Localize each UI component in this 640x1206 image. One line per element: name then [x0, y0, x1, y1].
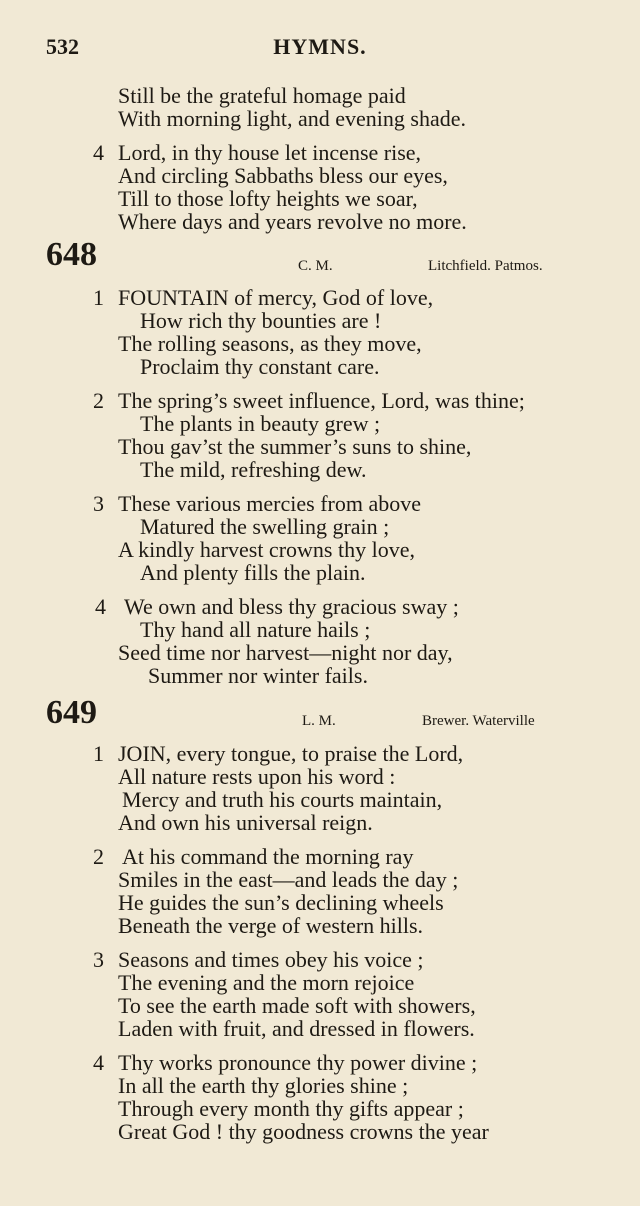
verse-line: All nature rests upon his word :: [118, 764, 396, 789]
verse-line: How rich thy bounties are !: [140, 308, 382, 333]
verse-line: Summer nor winter fails.: [148, 663, 368, 688]
verse-line: And circling Sabbaths bless our eyes,: [118, 163, 448, 188]
verse-line: Seed time nor harvest—night nor day,: [118, 640, 453, 665]
verse-line: Proclaim thy constant care.: [140, 354, 380, 379]
stanza-number: 4: [93, 1050, 104, 1075]
hymn-number: 649: [46, 694, 97, 731]
verse-line: In all the earth thy glories shine ;: [118, 1073, 409, 1098]
verse-line: Through every month thy gifts appear ;: [118, 1096, 464, 1121]
hymn-meter: L. M.: [302, 713, 336, 729]
stanza-number: 4: [95, 594, 106, 619]
stanza-number: 4: [93, 140, 104, 165]
verse-line: Thy hand all nature hails ;: [140, 617, 371, 642]
verse-line: Still be the grateful homage paid: [118, 83, 406, 108]
verse-line: The spring’s sweet influence, Lord, was thine;: [118, 388, 525, 413]
verse-line: Thy works pronounce thy power divine ;: [118, 1050, 478, 1075]
verse-line: Matured the swelling grain ;: [140, 514, 390, 539]
hymn-meter: C. M.: [298, 258, 333, 274]
verse-line: Seasons and times obey his voice ;: [118, 947, 424, 972]
hymn-tunes: Brewer. Waterville: [422, 713, 535, 729]
verse-line: A kindly harvest crowns thy love,: [118, 537, 415, 562]
verse-line: These various mercies from above: [118, 491, 421, 516]
verse-line: He guides the sun’s declining wheels: [118, 890, 444, 915]
stanza-number: 3: [93, 947, 104, 972]
verse-line: We own and bless thy gracious sway ;: [124, 594, 459, 619]
verse-line: With morning light, and evening shade.: [118, 106, 466, 131]
verse-line: And own his universal reign.: [118, 810, 373, 835]
verse-line: The plants in beauty grew ;: [140, 411, 381, 436]
verse-line: Smiles in the east—and leads the day ;: [118, 867, 459, 892]
verse-line: Mercy and truth his courts maintain,: [122, 787, 443, 812]
stanza-number: 2: [93, 388, 104, 413]
stanza-number: 2: [93, 844, 104, 869]
verse-line: Till to those lofty heights we soar,: [118, 186, 418, 211]
verse-line: FOUNTAIN of mercy, God of love,: [118, 285, 434, 310]
hymn-tunes: Litchfield. Patmos.: [428, 258, 543, 274]
verse-line: Beneath the verge of western hills.: [118, 913, 424, 938]
verse-line: To see the earth made soft with showers,: [118, 993, 476, 1018]
verse-line: Laden with fruit, and dressed in flowers.: [118, 1016, 475, 1041]
stanza-number: 1: [93, 741, 104, 766]
verse-line: Lord, in thy house let incense rise,: [118, 140, 422, 165]
verse-line: The rolling seasons, as they move,: [118, 331, 422, 356]
verse-line: The mild, refreshing dew.: [140, 457, 367, 482]
page-header: [46, 34, 594, 64]
hymn-number: 648: [46, 236, 97, 273]
running-title: HYMNS.: [273, 34, 367, 59]
stanza-number: 1: [93, 285, 104, 310]
verse-line: Thou gav’st the summer’s suns to shine,: [118, 434, 472, 459]
verse-line: Where days and years revolve no more.: [118, 209, 467, 234]
verse-line: Great God ! thy goodness crowns the year: [118, 1119, 489, 1144]
verse-line: The evening and the morn rejoice: [118, 970, 415, 995]
stanza-number: 3: [93, 491, 104, 516]
verse-line: And plenty fills the plain.: [140, 560, 366, 585]
page-number: 532: [46, 34, 79, 59]
verse-line: At his command the morning ray: [122, 844, 414, 869]
verse-line: JOIN, every tongue, to praise the Lord,: [118, 741, 464, 766]
